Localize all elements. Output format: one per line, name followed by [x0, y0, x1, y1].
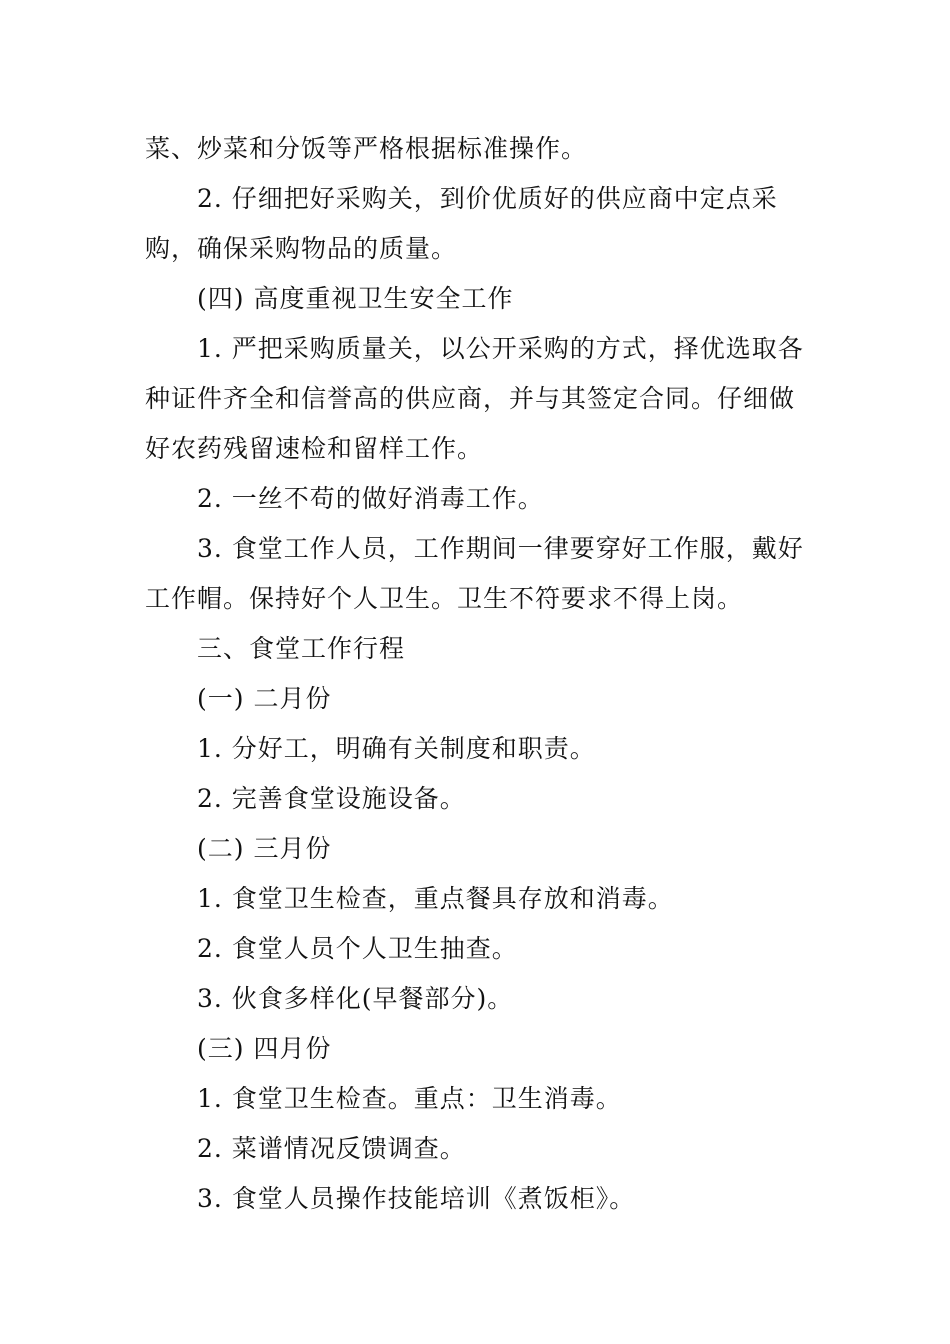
list-item: 2. 完善食堂设施设备。 [197, 784, 466, 813]
list-item: 3. 食堂人员操作技能培训《煮饭柜》。 [197, 1184, 636, 1213]
paragraph-item: 1. 严把采购质量关，以公开采购的方式，择优选取各种证件齐全和信誉高的供应商，并与其签定合同。仔细做好农药残留速检和留样工作。 [145, 334, 804, 463]
list-item: 1. 分好工，明确有关制度和职责。 [197, 734, 596, 763]
section-heading: 三、食堂工作行程 [197, 634, 406, 663]
paragraph-item: 2. 一丝不苟的做好消毒工作。 [197, 484, 544, 513]
paragraph-continuation: 菜、炒菜和分饭等严格根据标准操作。 [145, 134, 588, 163]
list-item: 1. 食堂卫生检查。重点：卫生消毒。 [197, 1084, 622, 1113]
subsection-heading: (一) 二月份 [197, 684, 332, 713]
document-body [145, 124, 810, 1224]
list-item: 3. 伙食多样化(早餐部分)。 [197, 984, 514, 1013]
paragraph-item: 2. 仔细把好采购关，到价优质好的供应商中定点采购，确保采购物品的质量。 [145, 184, 778, 263]
list-item: 1. 食堂卫生检查，重点餐具存放和消毒。 [197, 884, 674, 913]
paragraph-item: 3. 食堂工作人员，工作期间一律要穿好工作服，戴好工作帽。保持好个人卫生。卫生不符要求不得上岗。 [145, 534, 804, 613]
list-item: 2. 菜谱情况反馈调查。 [197, 1134, 466, 1163]
subsection-heading: (二) 三月份 [197, 834, 332, 863]
subsection-heading: (三) 四月份 [197, 1034, 332, 1063]
section-heading: (四) 高度重视卫生安全工作 [197, 284, 514, 313]
list-item: 2. 食堂人员个人卫生抽查。 [197, 934, 518, 963]
